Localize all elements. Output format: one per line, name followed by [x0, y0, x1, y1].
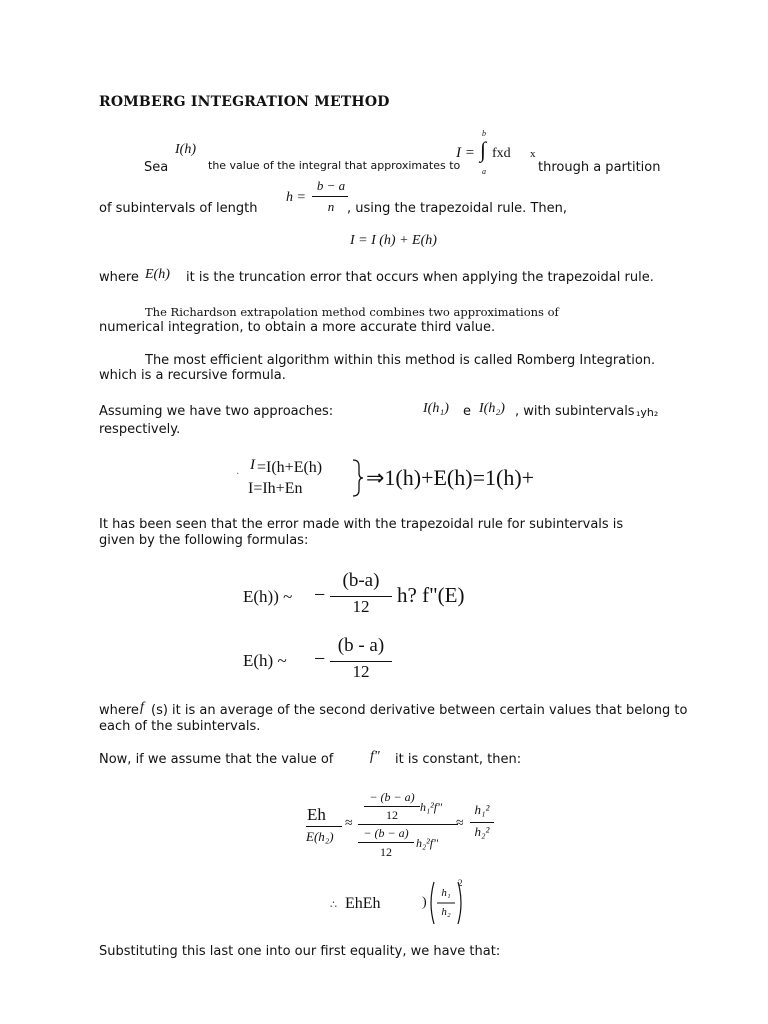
- system-line1-i: I: [250, 457, 255, 473]
- ratio2-text: EhEh: [345, 895, 381, 912]
- ratio-num-bar: [364, 806, 420, 807]
- text-sea: Sea: [144, 160, 169, 175]
- text-error-trapezoidal-1: It has been seen that the error made with the trapezoidal rule for subintervals is: [99, 517, 624, 532]
- integral-body: fxd: [492, 146, 511, 161]
- ratio2-exponent: 2: [458, 878, 463, 888]
- text-constant-then: it is constant, then:: [395, 752, 522, 767]
- text-where: where: [99, 270, 139, 285]
- text-richardson-2: numerical integration, to obtain a more accurate third value.: [99, 320, 496, 335]
- therefore-symbol: ∴: [330, 899, 337, 911]
- math-e-h: E(h): [145, 267, 170, 282]
- ratio2-h2: h₂: [441, 906, 451, 918]
- ratio-den-den: 12: [380, 845, 392, 859]
- text-subintervals-length: of subintervals of length: [99, 201, 258, 216]
- text-where-f: where: [99, 703, 139, 718]
- ratio-main-bar: [358, 824, 458, 825]
- ratio-num-h: h₁²f": [420, 800, 443, 814]
- formula1-numerator: (b-a): [342, 570, 380, 591]
- text-efficient-1: The most efficient algorithm within this method is called Romberg Integration.: [145, 353, 656, 368]
- page-title: ROMBERG INTEGRATION METHOD: [99, 94, 390, 110]
- text-truncation-error: it is the truncation error that occurs when applying the trapezoidal rule.: [186, 270, 654, 285]
- ratio-right-num: h₁²: [474, 802, 490, 817]
- math-i-h1: I(h₁): [423, 401, 449, 416]
- math-f: f: [140, 700, 144, 715]
- formula2-lhs: E(h) ~: [243, 651, 287, 670]
- text-respectively: respectively.: [99, 422, 181, 437]
- integral-variable: x: [530, 148, 536, 160]
- system-line2: I=Ih+En: [248, 480, 303, 497]
- ratio-approx-2: ≈: [456, 816, 464, 831]
- math-h-lhs: h =: [286, 190, 306, 205]
- integral-sign: ∫: [480, 137, 487, 162]
- ratio-den-num: − (b − a): [363, 826, 409, 840]
- math-h-denominator: n: [327, 199, 335, 214]
- ratio-den-h: h₂²f": [416, 836, 439, 850]
- text-richardson-1: The Richardson extrapolation method combines two approximations of: [145, 305, 559, 319]
- text-each-subinterval: each of the subintervals.: [99, 719, 261, 734]
- text-two-approaches: Assuming we have two approaches:: [99, 404, 334, 419]
- text-subscripts: ₁yh₂: [636, 406, 659, 419]
- ratio-right-den: h₂²: [474, 824, 490, 839]
- right-brace: [350, 458, 366, 498]
- text-error-trapezoidal-2: given by the following formulas:: [99, 533, 309, 548]
- ratio-num-num: − (b − a): [369, 790, 415, 804]
- formula1-rhs: h? f"(E): [397, 583, 465, 607]
- ratio-den-bar: [358, 842, 414, 843]
- text-assume-constant: Now, if we assume that the value of: [99, 752, 334, 767]
- integral-upper-limit: b: [482, 129, 486, 138]
- text-trapezoidal-then: , using the trapezoidal rule. Then,: [347, 201, 567, 216]
- text-average-derivative: (s) it is an average of the second derivative between certain values that belong to: [151, 703, 688, 718]
- formula1-denominator: 12: [352, 597, 370, 616]
- math-f-double-prime: f": [370, 749, 380, 764]
- ratio-right-bar: [470, 822, 494, 823]
- ratio-num-den: 12: [386, 808, 398, 822]
- ratio2-h1: h₁: [441, 887, 451, 899]
- formula2-minus: −: [314, 648, 326, 670]
- ratio-approx-1: ≈: [345, 816, 353, 831]
- equation-i-equals: I = I (h) + E(h): [350, 233, 437, 248]
- ratio-lhs-bar: [306, 826, 342, 827]
- ratio-bottom-lhs: E(h₂): [306, 829, 334, 844]
- formula1-minus: −: [314, 584, 326, 606]
- ratio-top-lhs: Eh: [307, 805, 326, 824]
- system-line1: =I(h+E(h): [257, 459, 323, 476]
- formula1-lhs: E(h)) ~: [243, 587, 293, 606]
- text-through-partition: through a partition: [538, 160, 661, 175]
- text-substituting: Substituting this last one into our first equality, we have that:: [99, 944, 501, 959]
- formula2-denominator: 12: [352, 662, 370, 681]
- text-integral-value: the value of the integral that approximates to: [208, 159, 461, 172]
- text-efficient-2: which is a recursive formula.: [99, 368, 286, 383]
- system-marker: ·: [236, 469, 240, 480]
- integral-lower-limit: a: [482, 167, 486, 176]
- ratio2-bracket: ): [422, 895, 427, 910]
- fraction-bar: [312, 196, 348, 197]
- math-h-numerator: b − a: [316, 178, 346, 193]
- math-i-h: I(h): [175, 142, 196, 157]
- math-integral-lhs: I =: [456, 145, 475, 161]
- text-e: e: [463, 404, 471, 419]
- math-i-h2: I(h₂): [479, 401, 505, 416]
- formula2-numerator: (b - a): [337, 635, 385, 656]
- text-with-subintervals: , with subintervals: [515, 404, 635, 419]
- system-result: ⇒1(h)+E(h)=1(h)+: [366, 465, 535, 490]
